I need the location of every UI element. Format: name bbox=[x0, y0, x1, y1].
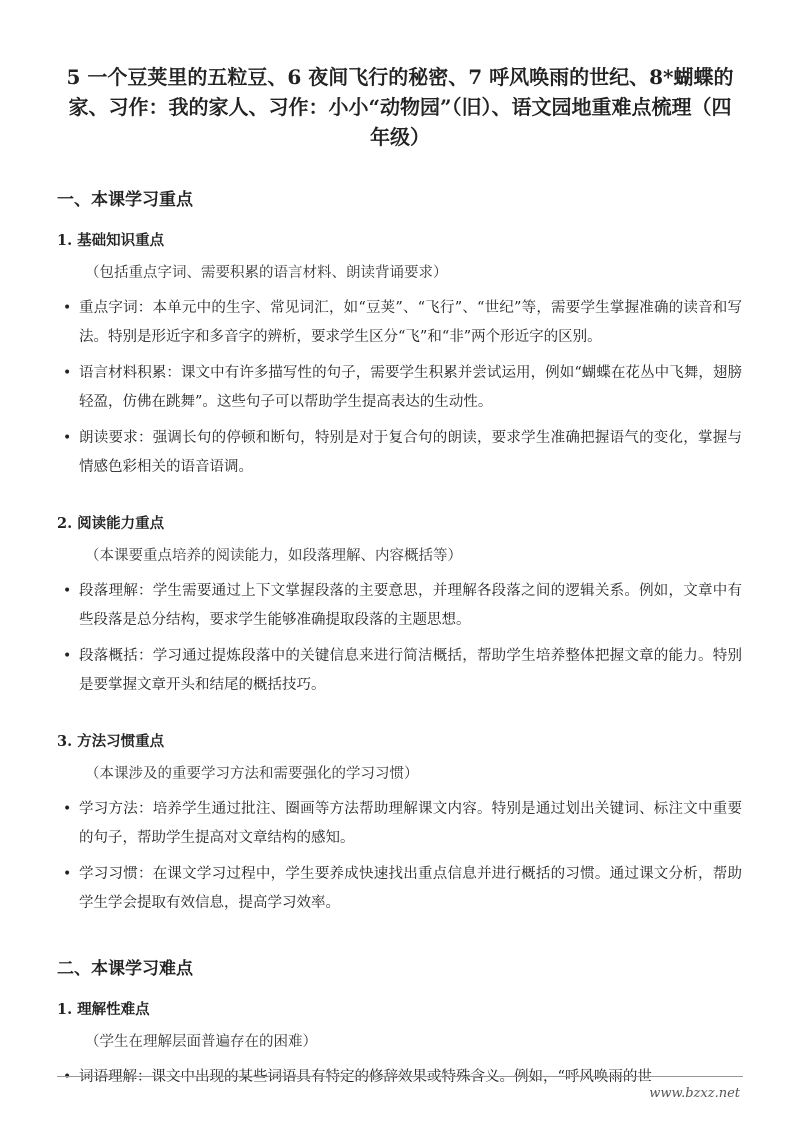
subsection-heading: 3. 方法习惯重点 bbox=[57, 733, 165, 750]
list-item: • 段落理解：学生需要通过上下文掌握段落的主要意思，并理解各段落之间的逻辑关系。例如，文章中有些段落是总分结构，要求学生能够准确提取段落的主题思想。 bbox=[57, 577, 742, 635]
subsection-note: （本课涉及的重要学习方法和需要强化的学习习惯） bbox=[85, 766, 419, 782]
bullet-icon: • bbox=[63, 1069, 72, 1085]
bullet-icon: • bbox=[63, 430, 72, 446]
bullet-icon: • bbox=[63, 583, 72, 599]
subsection-note: （本课要重点培养的阅读能力，如段落理解、内容概括等） bbox=[85, 548, 462, 564]
list-item: • 段落概括：学习通过提炼段落中的关键信息来进行简洁概括，帮助学生培养整体把握文章的能力。特别是要掌握文章开头和结尾的概括技巧。 bbox=[57, 642, 742, 700]
subsection-note: （包括重点字词、需要积累的语言材料、朗读背诵要求） bbox=[85, 265, 448, 281]
bullet-icon: • bbox=[63, 365, 72, 381]
subsection-heading: 2. 阅读能力重点 bbox=[57, 515, 165, 532]
bullet-icon: • bbox=[63, 801, 72, 817]
bullet-icon: • bbox=[63, 300, 72, 316]
list-item: • 语言材料积累：课文中有许多描写性的句子，需要学生积累并尝试运用，例如“蝴蝶在花丛中飞舞，翅膀轻盈，仿佛在跳舞”。这些句子可以帮助学生提高表达的生动性。 bbox=[57, 359, 742, 417]
list-item: • 学习习惯：在课文学习过程中，学生要养成快速找出重点信息并进行概括的习惯。通过课文分析，帮助学生学会提取有效信息，提高学习效率。 bbox=[57, 860, 742, 918]
svg-text:bzxz.net: bzxz.net bbox=[425, 962, 715, 1022]
footer-divider bbox=[57, 1076, 743, 1077]
subsection-note: （学生在理解层面普遍存在的困难） bbox=[85, 1034, 317, 1050]
subsection-heading: 1. 理解性难点 bbox=[57, 1001, 150, 1018]
section-heading: 一、本课学习重点 bbox=[57, 190, 193, 210]
document-body bbox=[57, 186, 742, 1099]
bullet-icon: • bbox=[63, 648, 72, 664]
section-heading: 二、本课学习难点 bbox=[57, 959, 193, 979]
list-item: • 学习方法：培养学生通过批注、圈画等方法帮助理解课文内容。特别是通过划出关键词、标注文中重要的句子，帮助学生提高对文章结构的感知。 bbox=[57, 795, 742, 853]
list-item: • 朗读要求：强调长句的停顿和断句，特别是对于复合句的朗读，要求学生准确把握语气的变化，掌握与情感色彩相关的语音语调。 bbox=[57, 424, 742, 482]
footer-url: www.bzxz.net bbox=[649, 1086, 740, 1101]
bullet-icon: • bbox=[63, 866, 72, 882]
subsection-heading: 1. 基础知识重点 bbox=[57, 232, 165, 249]
list-item: • 重点字词：本单元中的生字、常见词汇，如“豆荚”、“飞行”、“世纪”等，需要学生掌握准确的读音和写法。特别是形近字和多音字的辨析，要求学生区分“飞”和“非”两个形近字的区别。 bbox=[57, 294, 742, 352]
page-title: 5 一个豆荚里的五粒豆、6 夜间飞行的秘密、7 呼风唤雨的世纪、8*蝴蝶的家、习作：我的家人、习作：小小“动物园”（旧）、语文园地重难点梳理（四年级） bbox=[66, 65, 734, 149]
list-item: • 词语理解：课文中出现的某些词语具有特定的修辞效果或特殊含义。例如，“呼风唤雨的世 bbox=[57, 1063, 742, 1092]
